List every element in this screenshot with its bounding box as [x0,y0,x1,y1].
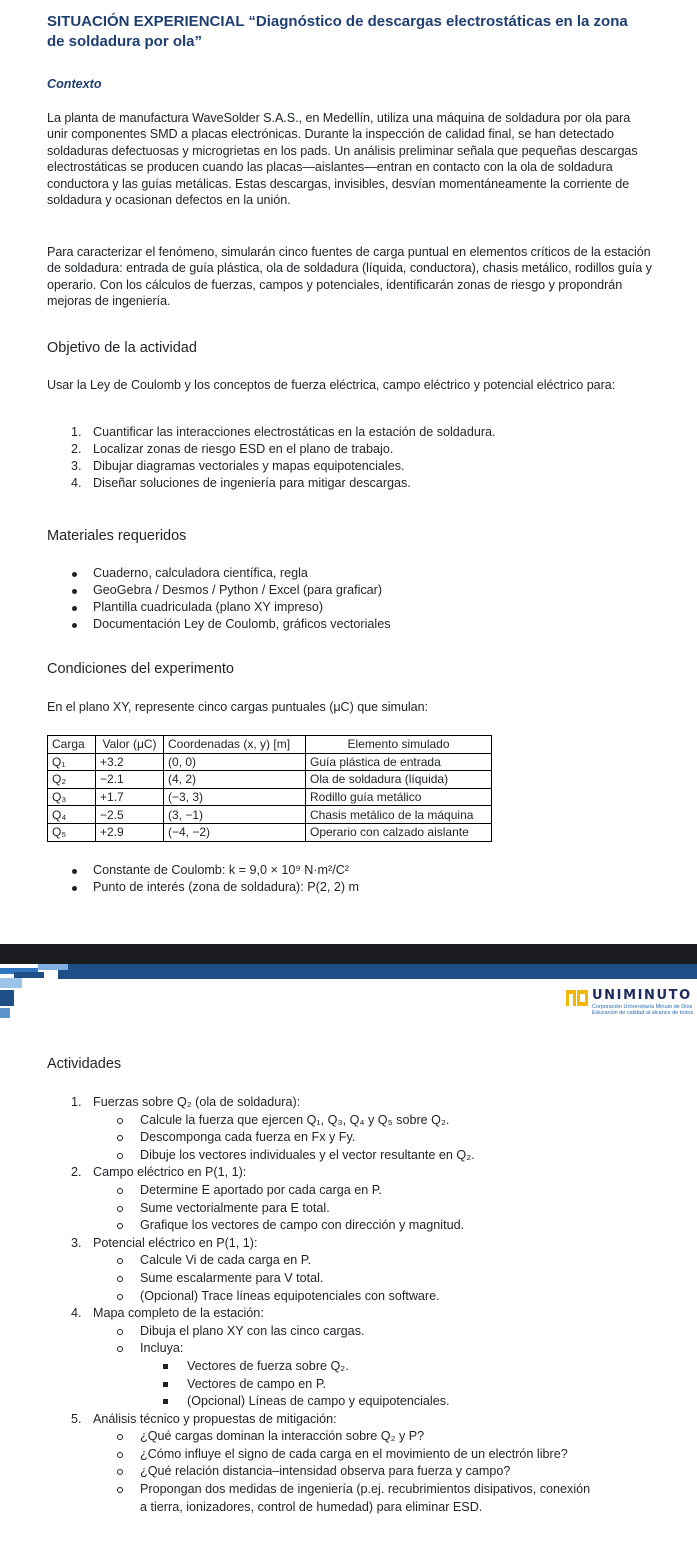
list-item: Calcule la fuerza que ejercen Q₁, Q₃, Q₄ y Q₅ sobre Q₂. [47,1112,657,1130]
list-item: Incluya: [47,1340,657,1358]
conditions-intro: En el plano XY, represente cinco cargas puntuales (μC) que simulan: [47,700,429,714]
list-item: Cuaderno, calculadora científica, regla [47,565,647,582]
list-item: ¿Qué cargas dominan la interacción sobre Q₂ y P? [47,1428,657,1446]
list-item: 1. Fuerzas sobre Q₂ (ola de soldadura): [71,1095,301,1109]
hollow-bullet-icon [117,1434,123,1440]
list-item: Propongan dos medidas de ingeniería (p.ej. recubrimientos disipativos, conexión [47,1481,657,1499]
list-item: Punto de interés (zona de soldadura): P(2, 2) m [47,879,647,896]
hollow-bullet-icon [117,1294,123,1300]
logo-mark-icon [566,990,588,1006]
hollow-bullet-icon [117,1118,123,1124]
header-stripe [58,964,697,979]
logo-tagline: Educación de calidad al alcance de todos [592,1010,694,1016]
list-item: Dibuja el plano XY con las cinco cargas. [47,1323,657,1341]
hollow-bullet-icon [117,1329,123,1335]
hollow-bullet-icon [117,1153,123,1159]
list-item: 2. Localizar zonas de riesgo ESD en el plano de trabajo. [71,442,394,456]
table-row: Q₃ +1.7 (−3, 3) Rodillo guía metálico [48,788,492,806]
context-paragraph-1: La planta de manufactura WaveSolder S.A.S., en Medellín, utiliza una máquina de soldadura por ola para unir componentes SMD a placas electrónicas. Durante la inspección de calidad final, se han detectado soldaduras defectuosas y microgrietas en los pads. Un análisis preliminar señala que pequeñas descargas electrostáticas se producen cuando las placas—aislantes—entran en contacto con la ola de soldadura conductora y las guías metálicas. Estas descargas, invisibles, desvían momentáneamente la corriente de soldadura y ocasionan defectos en la unión. [47,111,638,208]
table-header-row: Carga Valor (μC) Coordenadas (x, y) [m] Elemento simulado [48,736,492,754]
objective-intro: Usar la Ley de Coulomb y los conceptos de fuerza eléctrica, campo eléctrico y potencial eléctrico para: [47,378,616,392]
context-label: Contexto [47,77,102,91]
list-item: 5. Análisis técnico y propuestas de mitigación: [71,1411,337,1426]
hollow-bullet-icon [117,1135,123,1141]
list-item: GeoGebra / Desmos / Python / Excel (para graficar) [47,582,647,599]
list-item: (Opcional) Trace líneas equipotenciales con software. [47,1288,657,1306]
list-item: 1. Cuantificar las interacciones electrostáticas en la estación de soldadura. [71,425,496,439]
bullet-icon [72,886,77,891]
list-item: Dibuje los vectores individuales y el vector resultante en Q₂. [47,1147,657,1165]
hollow-bullet-icon [117,1206,123,1212]
list-item: Documentación Ley de Coulomb, gráficos vectoriales [47,616,647,633]
list-item: Determine E aportado por cada carga en P. [47,1182,657,1200]
list-item: a tierra, ionizadores, control de humedad) para eliminar ESD. [140,1499,483,1514]
list-item: (Opcional) Líneas de campo y equipotenciales. [47,1393,657,1411]
materials-list [47,565,647,633]
list-item: Sume escalarmente para V total. [47,1270,657,1288]
materials-heading: Materiales requeridos [47,528,187,544]
list-item: 4. Mapa completo de la estación: [71,1306,264,1321]
square-bullet-icon [163,1364,168,1369]
list-item: Calcule Vi de cada carga en P. [47,1252,657,1270]
square-bullet-icon [163,1399,168,1404]
hollow-bullet-icon [117,1276,123,1282]
document-page-2 [0,1028,697,1560]
constants-list [47,862,647,896]
bullet-icon [72,606,77,611]
bullet-icon [72,869,77,874]
conditions-heading: Condiciones del experimento [47,661,234,677]
list-item: 3. Potencial eléctrico en P(1, 1): [71,1235,258,1250]
logo-subtitle: Corporación Universitaria Minuto de Dios [592,1004,693,1010]
logo-name: UNIMINUTO [592,988,692,1003]
list-item: Vectores de campo en P. [47,1376,657,1394]
hollow-bullet-icon [117,1258,123,1264]
bullet-icon [72,623,77,628]
table-row: Q₂ −2.1 (4, 2) Ola de soldadura (líquida) [48,771,492,789]
bullet-icon [72,572,77,577]
document-title: SITUACIÓN EXPERIENCIAL “Diagnóstico de descargas electrostáticas en la zona de soldadura por ola” [47,13,628,50]
list-item: ¿Cómo influye el signo de cada carga en el movimiento de un electrón libre? [47,1446,657,1464]
list-item: Vectores de fuerza sobre Q₂. [47,1358,657,1376]
list-item: Sume vectorialmente para E total. [47,1200,657,1218]
hollow-bullet-icon [117,1223,123,1229]
table-row: Q₁ +3.2 (0, 0) Guía plástica de entrada [48,753,492,771]
objectives-list [47,424,647,492]
list-item: ¿Qué relación distancia–intensidad observa para fuerza y campo? [47,1463,657,1481]
hollow-bullet-icon [117,1469,123,1475]
objective-heading: Objetivo de la actividad [47,340,197,356]
list-item: Grafique los vectores de campo con dirección y magnitud. [47,1217,657,1235]
charges-table [47,735,492,842]
header-decoration-icon [0,964,90,1024]
hollow-bullet-icon [117,1346,123,1352]
square-bullet-icon [163,1382,168,1387]
page-header [0,964,697,1028]
hollow-bullet-icon [117,1452,123,1458]
list-item: 4. Diseñar soluciones de ingeniería para mitigar descargas. [71,476,411,490]
page-break-band [0,944,697,964]
hollow-bullet-icon [117,1487,123,1493]
table-row: Q₄ −2.5 (3, −1) Chasis metálico de la máquina [48,806,492,824]
context-paragraph-2: Para caracterizar el fenómeno, simularán cinco fuentes de carga puntual en elementos críticos de la estación de soldadura: entrada de guía plástica, ola de soldadura (líquida, conductora), chasis metálico, rodillos guía y operario. Con los cálculos de fuerzas, campos y potenciales, identificarán zonas de riesgo y propondrán mejoras de ingeniería. [47,245,652,309]
list-item: Constante de Coulomb: k = 9,0 × 10⁹ N·m²/C² [47,862,647,879]
activities-heading: Actividades [47,1056,122,1072]
table-row: Q₅ +2.9 (−4, −2) Operario con calzado aislante [48,823,492,841]
activities-list [47,1094,657,1516]
hollow-bullet-icon [117,1188,123,1194]
bullet-icon [72,589,77,594]
list-item: Plantilla cuadriculada (plano XY impreso) [47,599,647,616]
list-item: 3. Dibujar diagramas vectoriales y mapas equipotenciales. [71,459,405,473]
list-item: 2. Campo eléctrico en P(1, 1): [71,1165,247,1180]
list-item: Descomponga cada fuerza en Fx y Fy. [47,1129,657,1147]
